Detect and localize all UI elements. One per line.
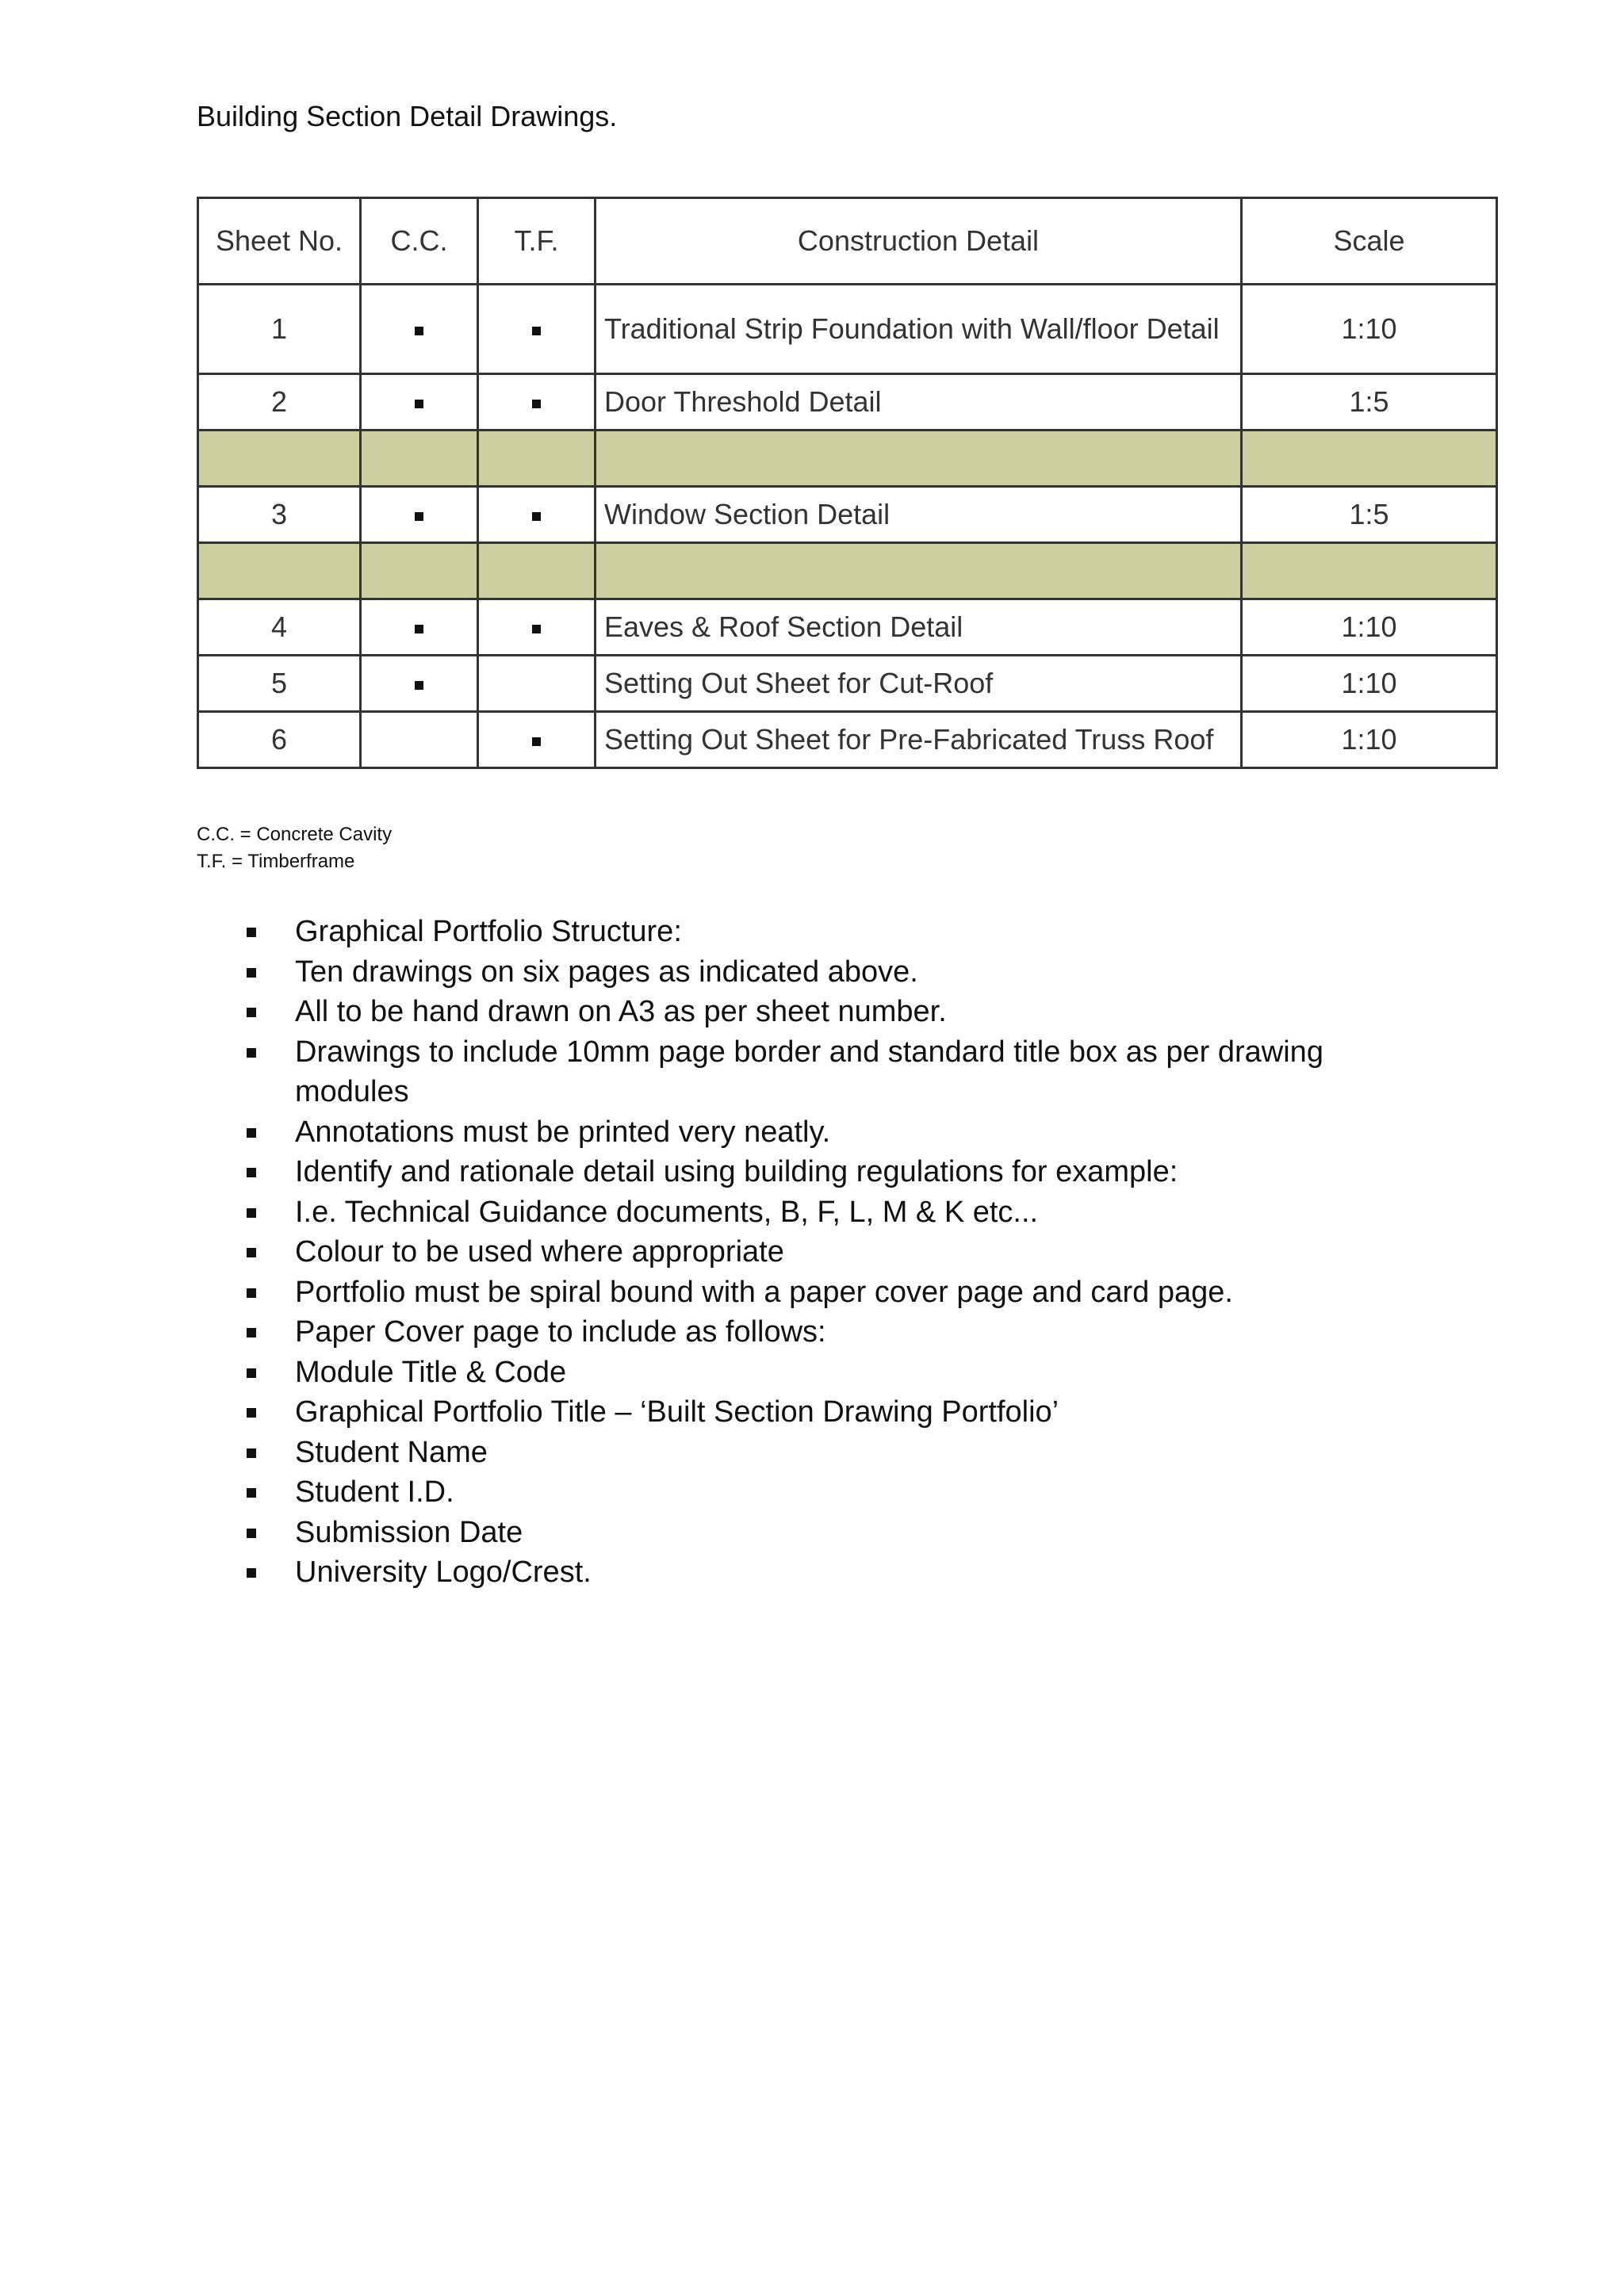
square-bullet-icon: [247, 1328, 256, 1337]
bullet-text: Colour to be used where appropriate: [295, 1235, 784, 1269]
band-cell: [478, 543, 596, 599]
construction-detail-cell: Traditional Strip Foundation with Wall/floor Detail: [596, 285, 1242, 374]
band-cell: [596, 430, 1242, 487]
tf-cell: [478, 712, 596, 768]
table-row: [198, 656, 1497, 712]
table-row: [198, 487, 1497, 543]
scale-cell: 1:10: [1242, 656, 1497, 712]
header-construction-detail: Construction Detail: [596, 198, 1242, 285]
tf-cell: [478, 599, 596, 656]
bullet-item: [197, 1272, 1434, 1313]
bullet-item: [197, 1392, 1434, 1433]
header-scale: Scale: [1242, 198, 1497, 285]
construction-detail-cell: Eaves & Roof Section Detail: [596, 599, 1242, 656]
square-bullet-icon: [532, 327, 541, 335]
bullet-text: Drawings to include 10mm page border and standard title box as per drawing modules: [295, 1035, 1323, 1108]
bullet-item: [197, 1192, 1434, 1233]
band-cell: [361, 430, 478, 487]
construction-detail-cell: Door Threshold Detail: [596, 374, 1242, 430]
tf-cell: [478, 487, 596, 543]
square-bullet-icon: [247, 1488, 256, 1498]
square-bullet-icon: [247, 1529, 256, 1538]
scale-cell: 1:5: [1242, 487, 1497, 543]
scale-cell: 1:5: [1242, 374, 1497, 430]
table-band-row: [198, 543, 1497, 599]
bullet-text: Submission Date: [295, 1515, 523, 1549]
cc-cell: [361, 712, 478, 768]
bullet-item: [197, 1472, 1434, 1513]
scale-cell: 1:10: [1242, 599, 1497, 656]
bullet-item: [197, 1152, 1434, 1192]
legend-tf: T.F. = Timberframe: [197, 851, 355, 872]
table-row: [198, 374, 1497, 430]
cc-cell: [361, 656, 478, 712]
bullet-item: [197, 1433, 1434, 1473]
table-band-row: [198, 430, 1497, 487]
square-bullet-icon: [415, 625, 423, 633]
square-bullet-icon: [247, 1008, 256, 1017]
table-row: [198, 712, 1497, 768]
bullet-text: Annotations must be printed very neatly.: [295, 1115, 831, 1149]
band-cell: [1242, 430, 1497, 487]
sheet-no-cell: 1: [198, 285, 361, 374]
sheet-no-cell: 3: [198, 487, 361, 543]
band-cell: [1242, 543, 1497, 599]
cc-cell: [361, 374, 478, 430]
band-cell: [198, 543, 361, 599]
square-bullet-icon: [247, 1248, 256, 1257]
bullet-text: University Logo/Crest.: [295, 1556, 592, 1589]
cc-cell: [361, 599, 478, 656]
square-bullet-icon: [247, 1168, 256, 1177]
square-bullet-icon: [247, 968, 256, 978]
bullet-text: Student I.D.: [295, 1475, 454, 1509]
sheet-no-cell: 2: [198, 374, 361, 430]
sheet-no-cell: 4: [198, 599, 361, 656]
bullet-item: [197, 912, 1434, 952]
table-row: [198, 599, 1497, 656]
document-title: Building Section Detail Drawings.: [197, 100, 618, 132]
header-cc: C.C.: [361, 198, 478, 285]
bullet-item: [197, 1513, 1434, 1553]
bullet-text: Module Title & Code: [295, 1355, 567, 1389]
construction-detail-cell: Setting Out Sheet for Cut-Roof: [596, 656, 1242, 712]
construction-detail-cell: Setting Out Sheet for Pre-Fabricated Truss Roof: [596, 712, 1242, 768]
bullet-item: [197, 1232, 1434, 1272]
bullet-item: [197, 1032, 1434, 1112]
tf-cell: [478, 285, 596, 374]
square-bullet-icon: [532, 737, 541, 746]
table-header-row: [198, 198, 1497, 285]
sheet-table: [197, 197, 1498, 769]
square-bullet-icon: [247, 1128, 256, 1138]
band-cell: [361, 543, 478, 599]
band-cell: [198, 430, 361, 487]
sheet-no-cell: 5: [198, 656, 361, 712]
square-bullet-icon: [247, 1288, 256, 1298]
header-tf: T.F.: [478, 198, 596, 285]
bullet-item: [197, 992, 1434, 1032]
tf-cell: [478, 656, 596, 712]
square-bullet-icon: [247, 1568, 256, 1578]
bullet-text: Graphical Portfolio Structure:: [295, 915, 682, 948]
bullet-item: [197, 1353, 1434, 1393]
square-bullet-icon: [415, 512, 423, 521]
square-bullet-icon: [532, 400, 541, 408]
bullet-text: I.e. Technical Guidance documents, B, F, L, M & K etc...: [295, 1195, 1039, 1229]
band-cell: [478, 430, 596, 487]
square-bullet-icon: [532, 512, 541, 521]
bullet-list: [197, 912, 1434, 1593]
bullet-text: Paper Cover page to include as follows:: [295, 1315, 826, 1349]
square-bullet-icon: [415, 400, 423, 408]
bullet-text: Graphical Portfolio Title – ‘Built Section Drawing Portfolio’: [295, 1395, 1059, 1429]
table-row: [198, 285, 1497, 374]
bullet-item: [197, 1552, 1434, 1593]
square-bullet-icon: [415, 681, 423, 690]
construction-detail-cell: Window Section Detail: [596, 487, 1242, 543]
square-bullet-icon: [247, 1208, 256, 1218]
square-bullet-icon: [247, 1448, 256, 1458]
square-bullet-icon: [247, 928, 256, 937]
bullet-text: Portfolio must be spiral bound with a paper cover page and card page.: [295, 1275, 1233, 1309]
tf-cell: [478, 374, 596, 430]
sheet-no-cell: 6: [198, 712, 361, 768]
bullet-text: Identify and rationale detail using building regulations for example:: [295, 1155, 1178, 1188]
scale-cell: 1:10: [1242, 712, 1497, 768]
scale-cell: 1:10: [1242, 285, 1497, 374]
table-body: [198, 285, 1497, 768]
cc-cell: [361, 285, 478, 374]
square-bullet-icon: [415, 327, 423, 335]
bullet-text: Ten drawings on six pages as indicated above.: [295, 955, 918, 989]
cc-cell: [361, 487, 478, 543]
band-cell: [596, 543, 1242, 599]
square-bullet-icon: [532, 625, 541, 633]
bullet-text: Student Name: [295, 1435, 488, 1469]
legend: [197, 821, 392, 875]
legend-cc: C.C. = Concrete Cavity: [197, 824, 393, 845]
header-sheet-no: Sheet No.: [198, 198, 361, 285]
bullet-item: [197, 1112, 1434, 1153]
bullet-item: [197, 952, 1434, 993]
bullet-text: All to be hand drawn on A3 as per sheet number.: [295, 995, 947, 1028]
square-bullet-icon: [247, 1048, 256, 1058]
square-bullet-icon: [247, 1368, 256, 1378]
square-bullet-icon: [247, 1408, 256, 1418]
bullet-item: [197, 1312, 1434, 1353]
